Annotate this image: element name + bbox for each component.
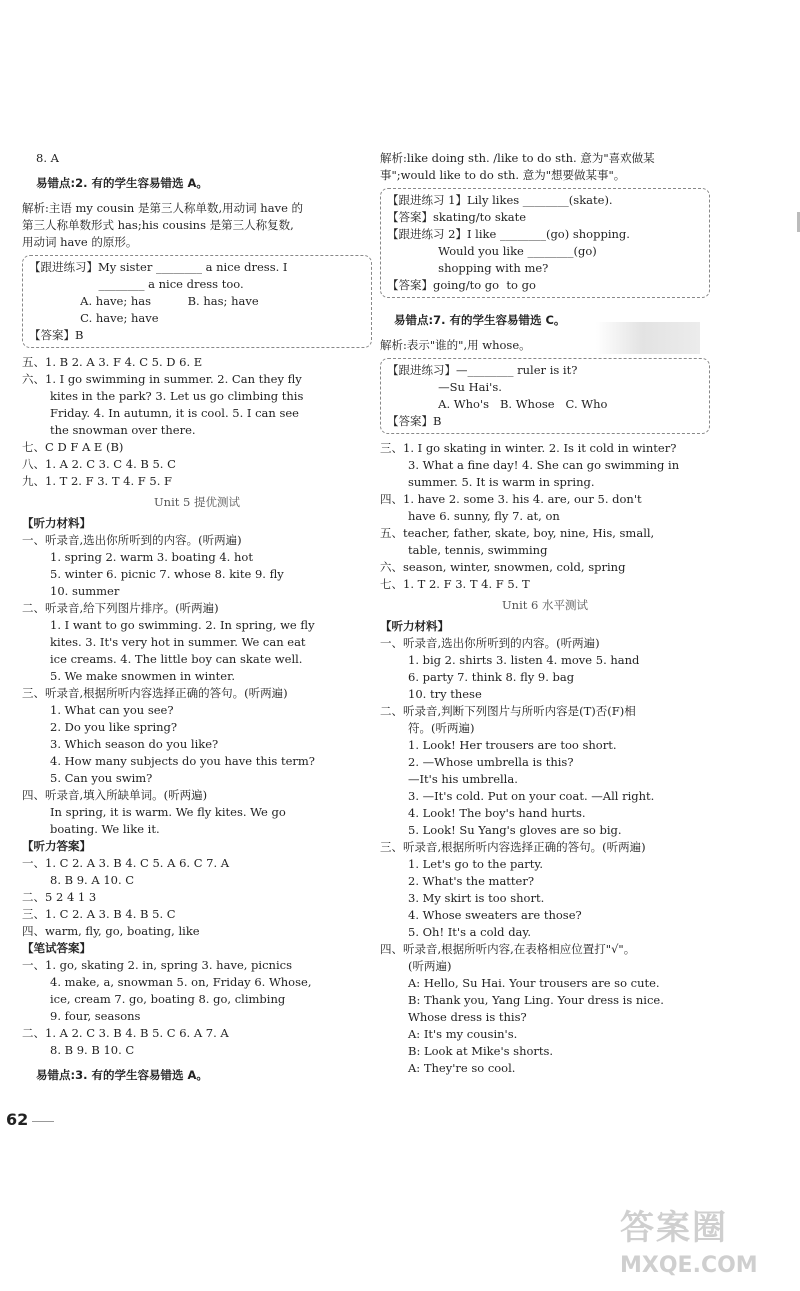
right-block-1 bbox=[380, 150, 710, 184]
text-line: 四、1. have 2. some 3. his 4. are, our 5. don't bbox=[380, 492, 642, 506]
text-line: 一、听录音,选出你所听到的内容。(听两遍) bbox=[380, 636, 600, 650]
text-line: 10. summer bbox=[50, 584, 120, 598]
left-practice-box bbox=[22, 255, 372, 348]
text-line: A: They're so cool. bbox=[408, 1061, 516, 1075]
text-line: 8. B 9. B 10. C bbox=[50, 1043, 135, 1057]
text-line: the snowman over there. bbox=[50, 423, 196, 437]
text-line bbox=[380, 329, 710, 337]
text-line: table, tennis, swimming bbox=[408, 543, 548, 557]
box-line: shopping with me? bbox=[387, 261, 549, 275]
text-line: A: It's my cousin's. bbox=[408, 1027, 518, 1041]
text-line: B: Thank you, Yang Ling. Your dress is nice. bbox=[408, 993, 664, 1007]
text-line: 二、听录音,判断下列图片与所听内容是(T)否(F)相 bbox=[380, 704, 636, 718]
right-block-3 bbox=[380, 440, 710, 1077]
text-line: 4. make, a, snowman 5. on, Friday 6. Whose, bbox=[50, 975, 312, 989]
right-practice-box-1 bbox=[380, 188, 710, 298]
text-line: 解析:like doing sth. /like to do sth. 意为"喜欢做某 bbox=[380, 151, 655, 165]
text-line: Unit 6 水平测试 bbox=[501, 598, 589, 612]
text-line: Friday. 4. In autumn, it is cool. 5. I can see bbox=[50, 406, 299, 420]
text-line: 2. Do you like spring? bbox=[50, 720, 178, 734]
text-line: 四、warm, fly, go, boating, like bbox=[22, 924, 200, 938]
text-line: 9. four, seasons bbox=[50, 1009, 141, 1023]
box-line: A. Who's B. Whose C. Who bbox=[387, 397, 608, 411]
text-line: 3. —It's cold. Put on your coat. —All right. bbox=[408, 789, 655, 803]
text-line: 解析:主语 my cousin 是第三人称单数,用动词 have 的 bbox=[22, 201, 304, 215]
text-line: 用动词 have 的原形。 bbox=[22, 235, 138, 249]
text-line: In spring, it is warm. We fly kites. We go bbox=[50, 805, 286, 819]
box-line: Would you like ________(go) bbox=[387, 244, 597, 258]
text-line bbox=[380, 304, 710, 312]
text-line bbox=[22, 167, 372, 175]
text-line: 5. Oh! It's a cold day. bbox=[408, 925, 532, 939]
box-line: 【跟进练习】—________ ruler is it? bbox=[387, 363, 578, 377]
text-line: 1. What can you see? bbox=[50, 703, 174, 717]
box-line: 【跟进练习 2】I like ________(go) shopping. bbox=[387, 227, 630, 241]
text-line: 4. How many subjects do you have this term? bbox=[50, 754, 315, 768]
box-line: ________ a nice dress too. bbox=[29, 277, 244, 291]
right-practice-box-2 bbox=[380, 358, 710, 434]
text-line: 5. We make snowmen in winter. bbox=[50, 669, 235, 683]
box-line: 【答案】skating/to skate bbox=[387, 210, 527, 224]
text-line: boating. We like it. bbox=[50, 822, 160, 836]
text-line: —It's his umbrella. bbox=[408, 772, 518, 786]
text-line: Whose dress is this? bbox=[408, 1010, 527, 1024]
watermark-logo bbox=[620, 1200, 790, 1285]
text-line bbox=[22, 192, 372, 200]
box-line: 【答案】B bbox=[387, 414, 442, 428]
text-line: 6. party 7. think 8. fly 9. bag bbox=[408, 670, 575, 684]
text-line: 1. I want to go swimming. 2. In spring, we fly bbox=[50, 618, 315, 632]
left-block-2 bbox=[22, 354, 372, 1084]
box-line: 【跟进练习 1】Lily likes ________(skate). bbox=[387, 193, 613, 207]
text-line: 2. What's the matter? bbox=[408, 874, 535, 888]
text-line: 10. try these bbox=[408, 687, 482, 701]
page-number: 62 bbox=[6, 1110, 29, 1129]
text-line: 九、1. T 2. F 3. T 4. F 5. F bbox=[22, 474, 173, 488]
text-line: 三、1. I go skating in winter. 2. Is it cold in winter? bbox=[380, 441, 677, 455]
left-column bbox=[22, 150, 372, 1084]
text-line: 5. Can you swim? bbox=[50, 771, 153, 785]
text-line: 8. A bbox=[36, 151, 59, 165]
text-line: 三、听录音,根据所听内容选择正确的答句。(听两遍) bbox=[380, 840, 646, 854]
text-line: 3. My skirt is too short. bbox=[408, 891, 545, 905]
text-line: 1. Let's go to the party. bbox=[408, 857, 544, 871]
right-column bbox=[380, 150, 710, 1077]
text-line: 四、听录音,根据所听内容,在表格相应位置打"√"。 bbox=[380, 942, 636, 956]
text-line: 5. Look! Su Yang's gloves are so big. bbox=[408, 823, 622, 837]
text-line: (听两遍) bbox=[408, 959, 452, 973]
text-line: 【听力材料】 bbox=[22, 516, 91, 530]
text-line: 【听力答案】 bbox=[22, 839, 91, 853]
text-line: 易错点:2. 有的学生容易错选 A。 bbox=[36, 176, 208, 190]
text-line: 三、听录音,根据所听内容选择正确的答句。(听两遍) bbox=[22, 686, 288, 700]
watermark-url: MXQE.COM bbox=[620, 1253, 758, 1278]
text-line: 4. Whose sweaters are those? bbox=[408, 908, 582, 922]
right-block-2 bbox=[380, 304, 710, 354]
text-line: 易错点:3. 有的学生容易错选 A。 bbox=[36, 1068, 208, 1082]
text-line: summer. 5. It is warm in spring. bbox=[408, 475, 595, 489]
text-line: 六、1. I go swimming in summer. 2. Can they fly bbox=[22, 372, 302, 386]
text-line: 五、1. B 2. A 3. F 4. C 5. D 6. E bbox=[22, 355, 203, 369]
box-line: A. have; has B. has; have bbox=[29, 294, 259, 308]
text-line: 八、1. A 2. C 3. C 4. B 5. C bbox=[22, 457, 176, 471]
watermark-text: 答案圈 bbox=[620, 1208, 728, 1248]
text-line: kites. 3. It's very hot in summer. We can eat bbox=[50, 635, 306, 649]
text-line: 符。(听两遍) bbox=[408, 721, 475, 735]
page-number-rule bbox=[32, 1121, 54, 1122]
text-line: 1. Look! Her trousers are too short. bbox=[408, 738, 617, 752]
text-line: Unit 5 提优测试 bbox=[153, 495, 241, 509]
text-line: 3. What a fine day! 4. She can go swimming in bbox=[408, 458, 680, 472]
box-line: 【答案】B bbox=[29, 328, 84, 342]
text-line: 二、听录音,给下列图片排序。(听两遍) bbox=[22, 601, 219, 615]
text-line: B: Look at Mike's shorts. bbox=[408, 1044, 554, 1058]
text-line: 七、1. T 2. F 3. T 4. F 5. T bbox=[380, 577, 530, 591]
text-line: 一、1. go, skating 2. in, spring 3. have, picnics bbox=[22, 958, 292, 972]
text-line: 事";would like to do sth. 意为"想要做某事"。 bbox=[380, 168, 626, 182]
text-line: ice, cream 7. go, boating 8. go, climbing bbox=[50, 992, 286, 1006]
box-line: —Su Hai's. bbox=[387, 380, 502, 394]
text-line: 易错点:7. 有的学生容易错选 C。 bbox=[394, 313, 566, 327]
text-line: 二、5 2 4 1 3 bbox=[22, 890, 97, 904]
text-line: 四、听录音,填入所缺单词。(听两遍) bbox=[22, 788, 208, 802]
left-block-1 bbox=[22, 150, 372, 251]
text-line: have 6. sunny, fly 7. at, on bbox=[408, 509, 560, 523]
text-line: 1. big 2. shirts 3. listen 4. move 5. hand bbox=[408, 653, 640, 667]
text-line: 解析:表示"谁的",用 whose。 bbox=[380, 338, 531, 352]
text-line: 三、1. C 2. A 3. B 4. B 5. C bbox=[22, 907, 176, 921]
box-line: 【跟进练习】My sister ________ a nice dress. I bbox=[29, 260, 288, 274]
box-line: C. have; have bbox=[29, 311, 159, 325]
text-line: 2. —Whose umbrella is this? bbox=[408, 755, 574, 769]
text-line: 1. spring 2. warm 3. boating 4. hot bbox=[50, 550, 253, 564]
text-line: 七、C D F A E (B) bbox=[22, 440, 124, 454]
text-line: 一、听录音,选出你所听到的内容。(听两遍) bbox=[22, 533, 242, 547]
text-line: 五、teacher, father, skate, boy, nine, His, small, bbox=[380, 526, 655, 540]
text-line: 【听力材料】 bbox=[380, 619, 449, 633]
text-line: 【笔试答案】 bbox=[22, 941, 91, 955]
text-line: 第三人称单数形式 has;his cousins 是第三人称复数, bbox=[22, 218, 294, 232]
text-line: 8. B 9. A 10. C bbox=[50, 873, 135, 887]
text-line: ice creams. 4. The little boy can skate well. bbox=[50, 652, 303, 666]
text-line: 一、1. C 2. A 3. B 4. C 5. A 6. C 7. A bbox=[22, 856, 230, 870]
text-line: 4. Look! The boy's hand hurts. bbox=[408, 806, 586, 820]
text-line: 六、season, winter, snowmen, cold, spring bbox=[380, 560, 626, 574]
text-line: 3. Which season do you like? bbox=[50, 737, 219, 751]
box-line: 【答案】going/to go to go bbox=[387, 278, 536, 292]
text-line: 二、1. A 2. C 3. B 4. B 5. C 6. A 7. A bbox=[22, 1026, 229, 1040]
text-line: 5. winter 6. picnic 7. whose 8. kite 9. fly bbox=[50, 567, 284, 581]
text-line bbox=[22, 1059, 372, 1067]
text-line: kites in the park? 3. Let us go climbing this bbox=[50, 389, 304, 403]
text-line: A: Hello, Su Hai. Your trousers are so cute. bbox=[408, 976, 660, 990]
